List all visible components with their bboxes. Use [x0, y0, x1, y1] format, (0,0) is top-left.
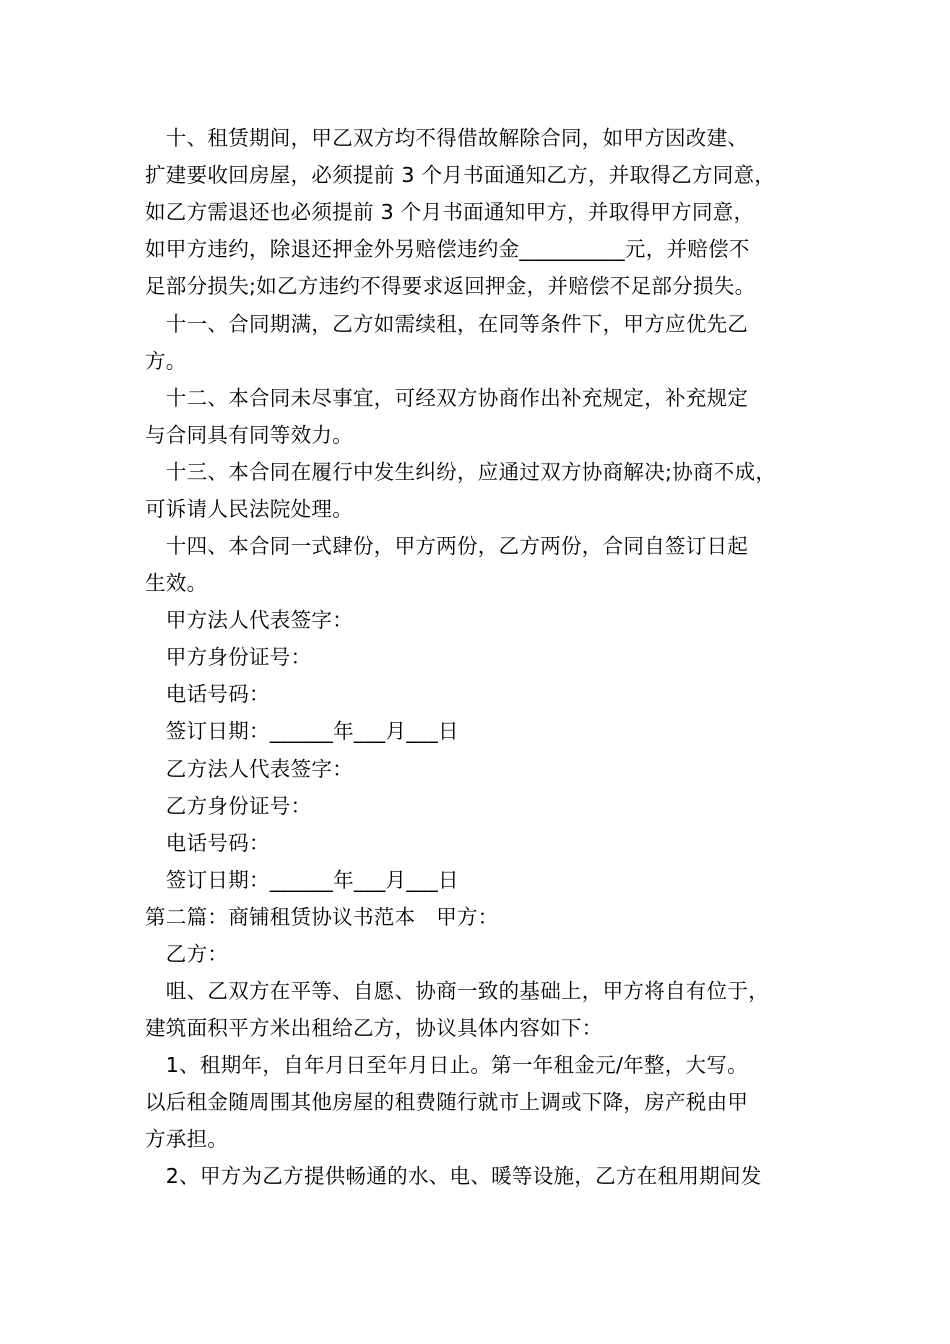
text-line: 电话号码： [145, 682, 270, 706]
text-line: 如乙方需退还也必须提前 3 个月书面通知甲方，并取得甲方同意， [145, 200, 755, 224]
text-line: 以后租金随周围其他房屋的租费随行就市上调或下降，房产税由甲 [145, 1090, 749, 1114]
text-line: 十、租赁期间，甲乙双方均不得借故解除合同，如甲方因改建、 [145, 126, 749, 150]
text-line: 第二篇：商铺租赁协议书范本 甲方： [145, 905, 499, 929]
text-line: 1、租期年，自年月日至年月日止。第一年租金元/年整，大写。 [145, 1053, 748, 1077]
text-line: 生效。 [145, 571, 208, 595]
text-line: 方。 [145, 349, 187, 373]
text-line: 足部分损失;如乙方违约不得要求返回押金，并赔偿不足部分损失。 [145, 274, 756, 298]
text-line: 建筑面积平方米出租给乙方，协议具体内容如下： [145, 1016, 603, 1040]
text-line: 十四、本合同一式肆份，甲方两份，乙方两份，合同自签订日起 [145, 534, 749, 558]
text-line: 签订日期：______年___月___日 [145, 719, 459, 743]
text-line: 扩建要收回房屋，必须提前 3 个月书面通知乙方，并取得乙方同意， [145, 163, 776, 187]
text-line: 2、甲方为乙方提供畅通的水、电、暖等设施，乙方在租用期间发 [145, 1164, 762, 1188]
text-line: 方承担。 [145, 1127, 229, 1151]
text-line: 甲方法人代表签字： [145, 608, 353, 632]
text-line: 十一、合同期满，乙方如需续租，在同等条件下，甲方应优先乙 [145, 312, 749, 336]
text-line: 甲方身份证号： [145, 645, 312, 669]
text-line: 十二、本合同未尽事宜，可经双方协商作出补充规定，补充规定 [145, 386, 749, 410]
text-line: 乙方： [145, 942, 229, 966]
text-line: 咀、乙双方在平等、自愿、协商一致的基础上，甲方将自有位于， [145, 979, 769, 1003]
text-line: 签订日期：______年___月___日 [145, 868, 459, 892]
text-line: 十三、本合同在履行中发生纠纷，应通过双方协商解决;协商不成， [145, 460, 777, 484]
text-line: 电话号码： [145, 831, 270, 855]
text-line: 乙方身份证号： [145, 794, 312, 818]
text-line: 可诉请人民法院处理。 [145, 497, 353, 521]
text-line: 与合同具有同等效力。 [145, 423, 353, 447]
text-line: 如甲方违约，除退还押金外另赔偿违约金__________元，并赔偿不 [145, 237, 750, 261]
text-line: 乙方法人代表签字： [145, 757, 353, 781]
